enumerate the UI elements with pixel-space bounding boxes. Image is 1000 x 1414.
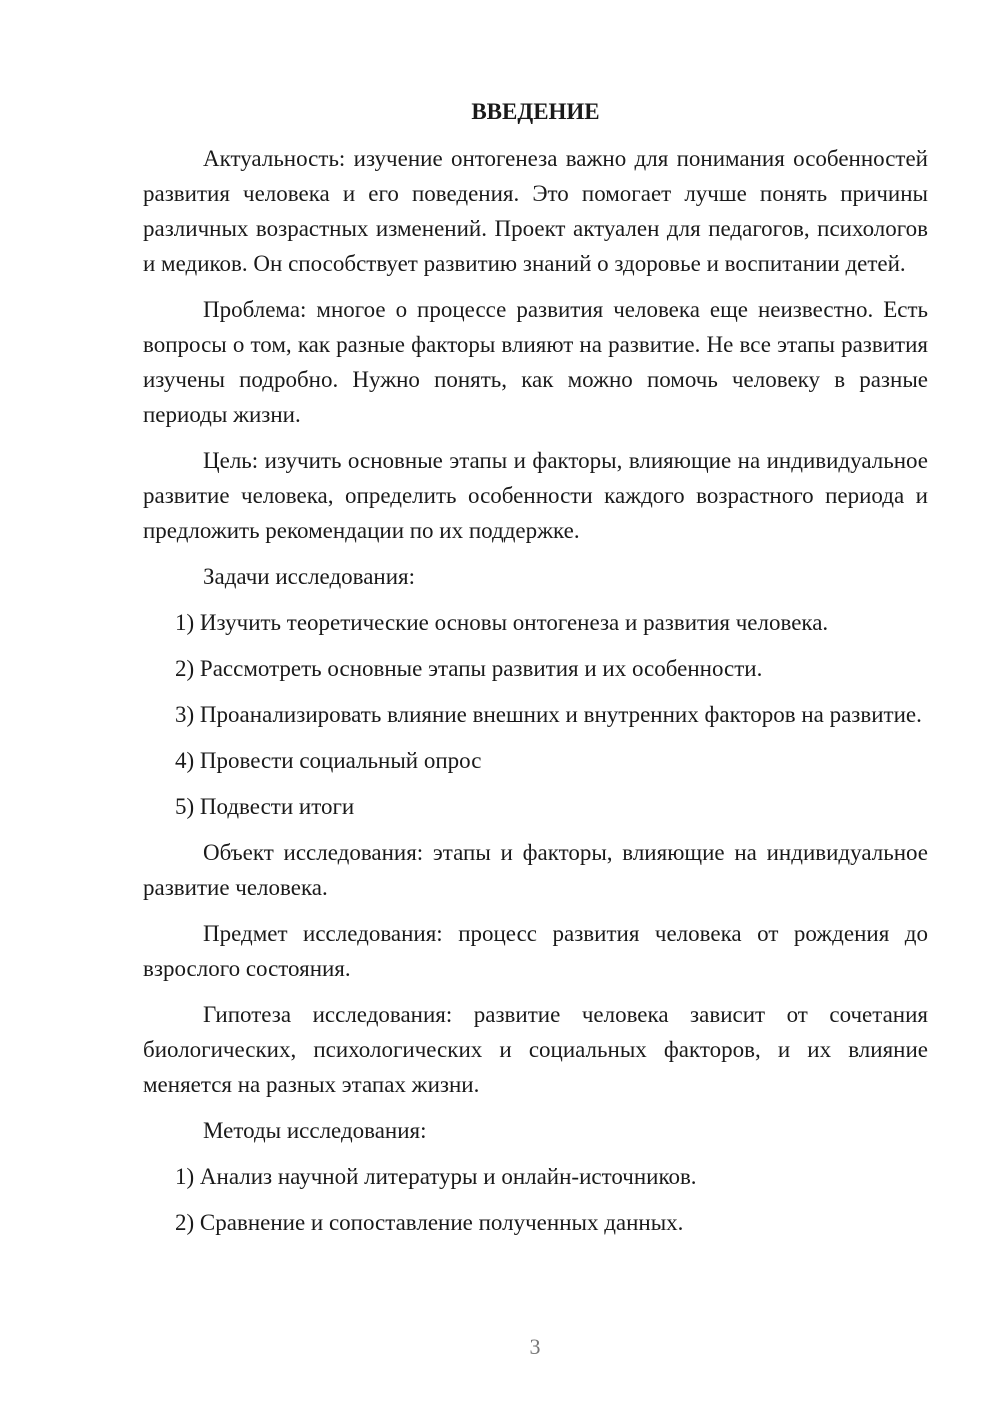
methods-heading: Методы исследования: (203, 1118, 427, 1143)
task-item: 5) Подвести итоги (175, 794, 355, 819)
relevance-paragraph: Актуальность: изучение онтогенеза важно для понимания особенностей развития человека и его поведения. Это помогает лучше понять причины различных возрастных изменений. Проект актуален для педагогов, психологов и медиков. Он способствует развитию знаний о здоровье и воспитании детей. (143, 146, 928, 276)
task-item: 2) Рассмотреть основные этапы развития и их особенности. (175, 656, 763, 681)
task-item: 1) Изучить теоретические основы онтогенеза и развития человека. (175, 610, 829, 635)
method-item: 1) Анализ научной литературы и онлайн-источников. (175, 1164, 697, 1189)
tasks-heading: Задачи исследования: (203, 564, 416, 589)
goal-paragraph: Цель: изучить основные этапы и факторы, влияющие на индивидуальное развитие человека, определить особенности каждого возрастного периода и предложить рекомендации по их поддержке. (143, 448, 928, 543)
task-item: 4) Провести социальный опрос (175, 748, 482, 773)
page-number: 3 (529, 1334, 541, 1359)
task-item: 3) Проанализировать влияние внешних и внутренних факторов на развитие. (175, 702, 922, 727)
problem-paragraph: Проблема: многое о процессе развития человека еще неизвестно. Есть вопросы о том, как разные факторы влияют на развитие. Не все этапы развития изучены подробно. Нужно понять, как можно помочь человеку в разные периоды жизни. (143, 297, 928, 427)
subject-paragraph: Предмет исследования: процесс развития человека от рождения до взрослого состояния. (143, 921, 928, 981)
method-item: 2) Сравнение и сопоставление полученных данных. (175, 1210, 684, 1235)
page-content (143, 97, 928, 1251)
object-paragraph: Объект исследования: этапы и факторы, влияющие на индивидуальное развитие человека. (143, 840, 928, 900)
hypothesis-paragraph: Гипотеза исследования: развитие человека зависит от сочетания биологических, психологических и социальных факторов, и их влияние меняется на разных этапах жизни. (143, 1002, 928, 1097)
page-title: ВВЕДЕНИЕ (471, 99, 600, 124)
